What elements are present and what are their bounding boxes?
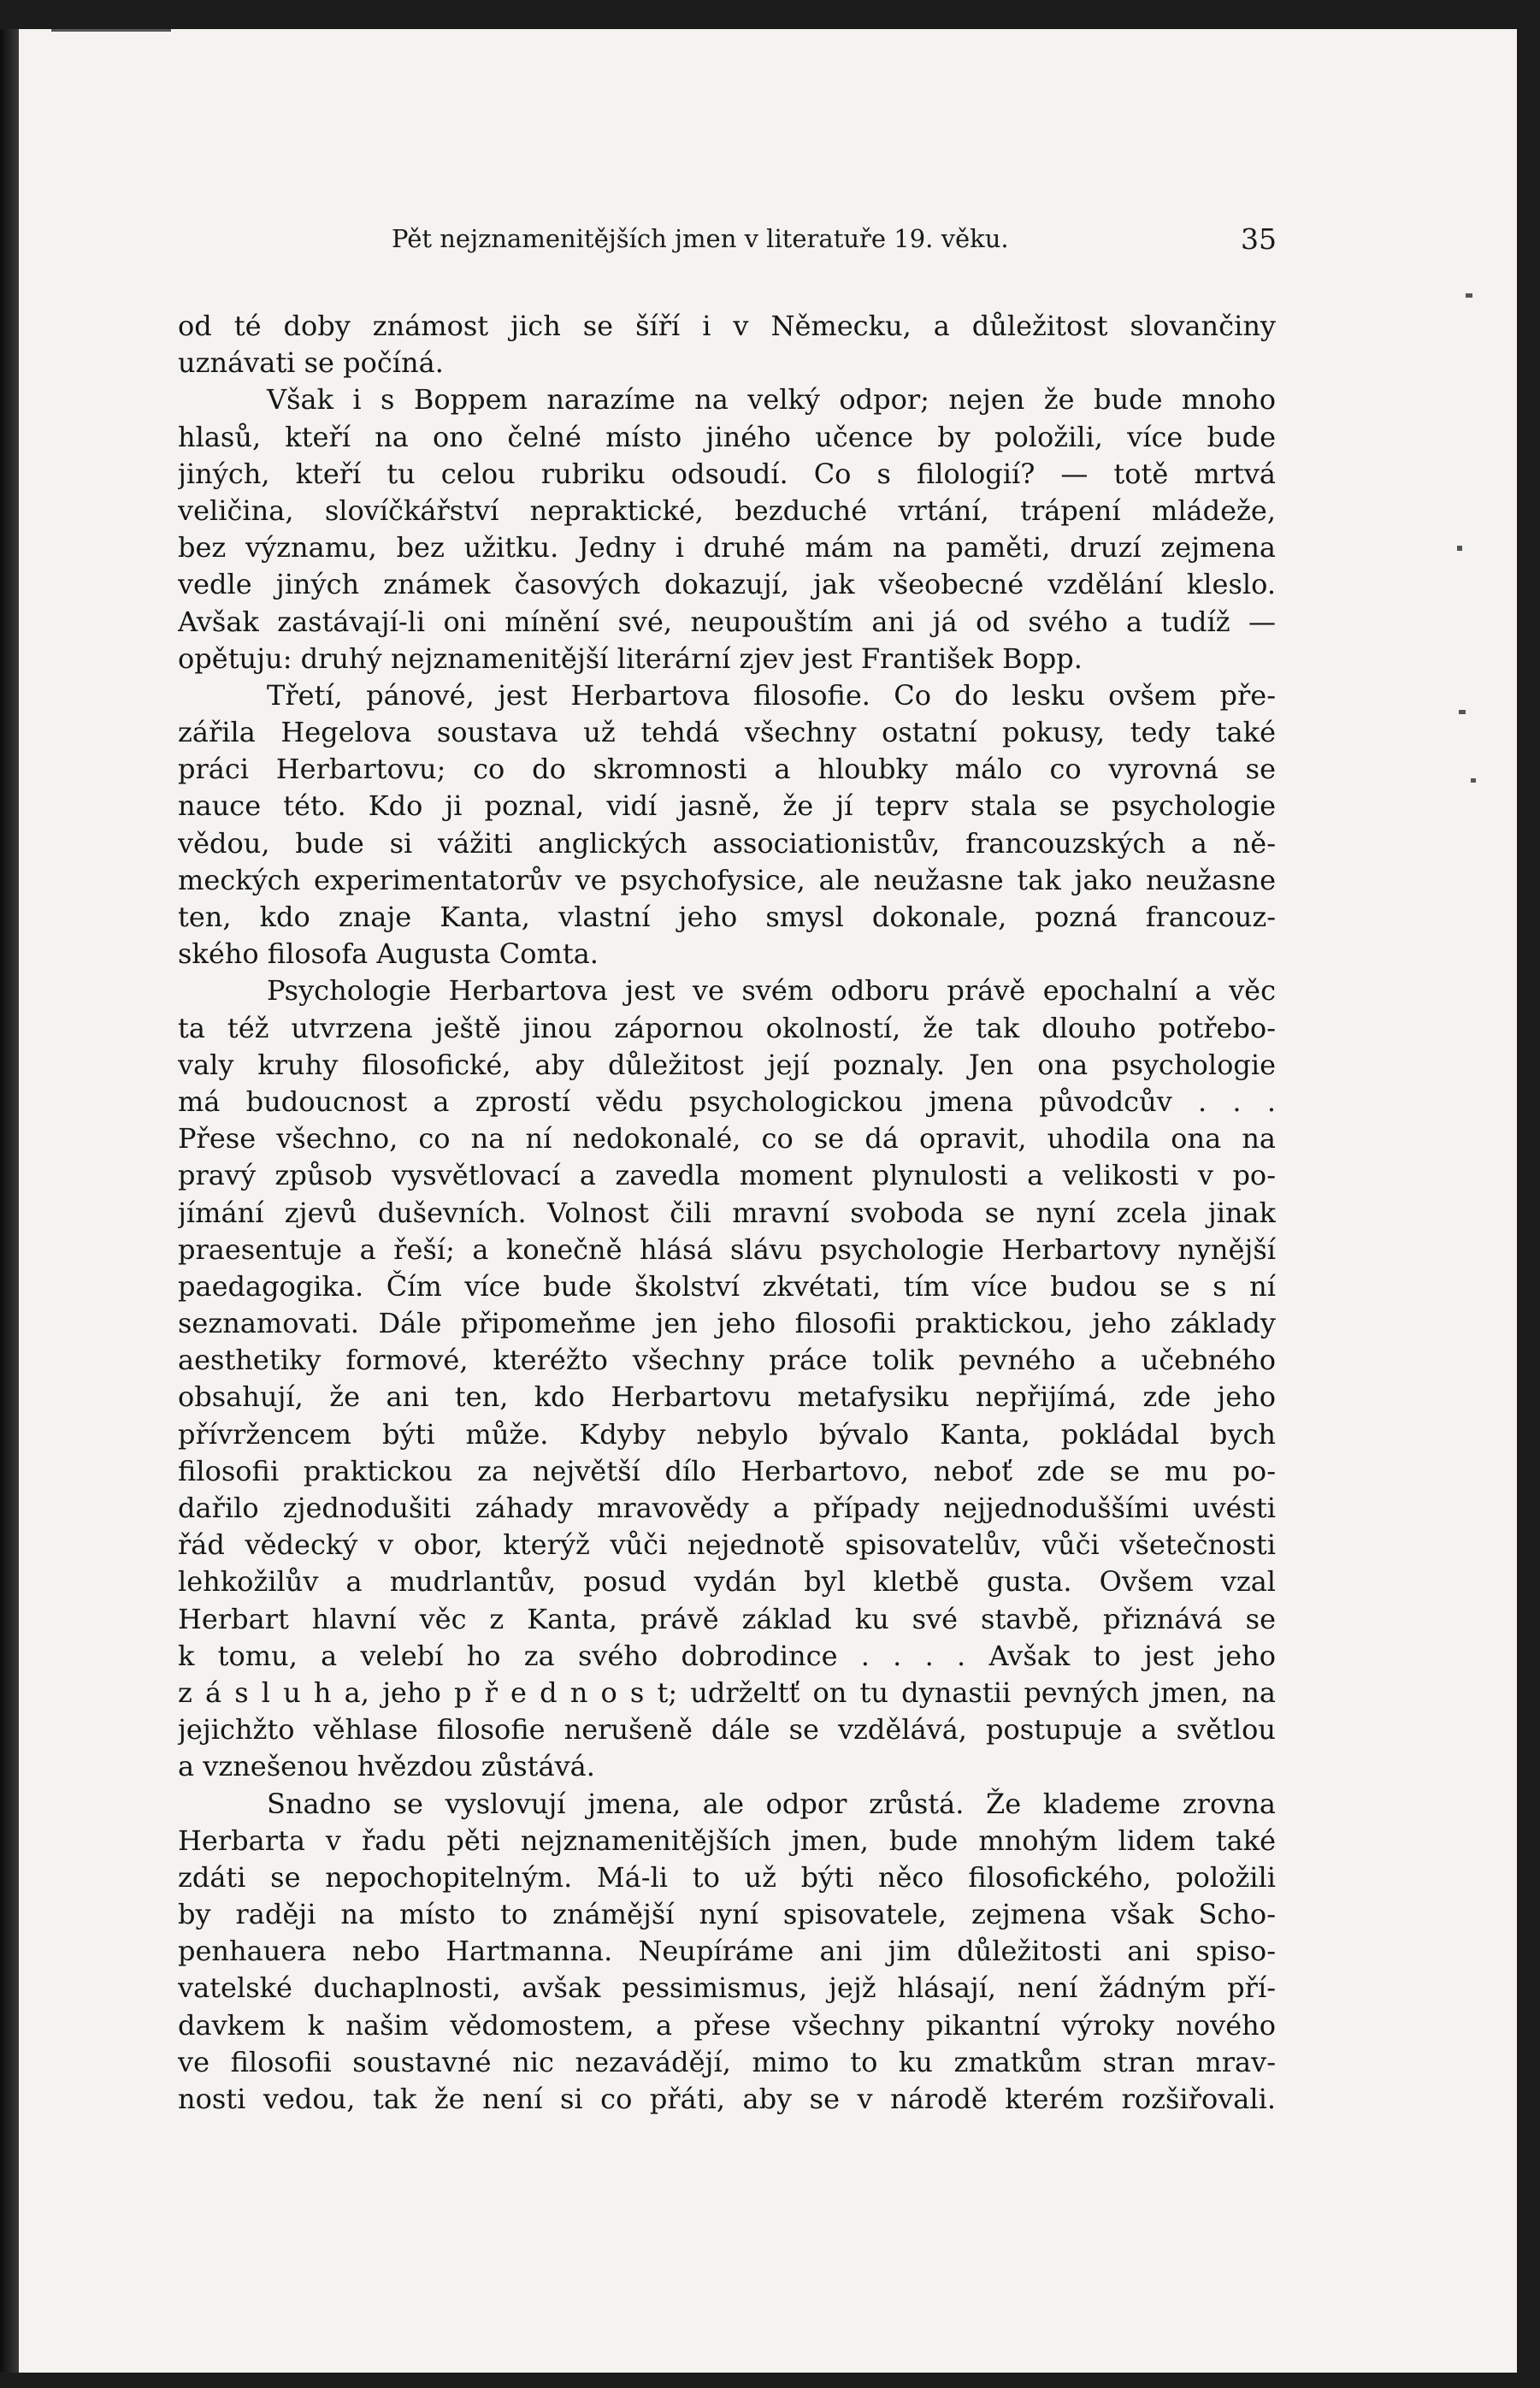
text-line: obsahují, že ani ten, kdo Herbartovu metafysiku nepřijímá, zde jeho [178, 1380, 1276, 1414]
text-line: Herbarta v řadu pěti nejznamenitějších jmen, bude mnohým lidem také [178, 1824, 1276, 1857]
text-line: davkem k našim vědomostem, a přese všechny pikantní výroky nového [178, 2008, 1276, 2042]
text-line: zdáti se nepochopitelným. Má-li to už býti něco filosofického, položili [178, 1860, 1276, 1894]
text-line: bez významu, bez užitku. Jedny i druhé mám na paměti, druzí zejmena [178, 531, 1276, 564]
text-line: Psychologie Herbartova jest ve svém odboru právě epochalní a věc [267, 974, 1276, 1008]
text-line: Avšak zastávají-li oni mínění své, neupouštím ani já od svého a tudíž — [178, 605, 1276, 638]
text-line: jímání zjevů duševních. Volnost čili mravní svoboda se nyní zcela jinak [178, 1196, 1276, 1229]
text-line: valy kruhy filosofické, aby důležitost její poznaly. Jen ona psychologie [178, 1048, 1276, 1081]
text-line: k tomu, a velebí ho za svého dobrodince . . . . Avšak to jest jeho [178, 1639, 1276, 1672]
text-line: nauce této. Kdo ji poznal, vidí jasně, že jí teprv stala se psychologie [178, 789, 1276, 823]
text-line: aesthetiky formové, kteréžto všechny práce tolik pevného a učebného [178, 1344, 1276, 1377]
text-line: jiných, kteří tu celou rubriku odsoudí. Co s filologií? — totě mrtvá [178, 457, 1276, 490]
text-line: penhauera nebo Hartmanna. Neupíráme ani jim důležitosti ani spiso- [178, 1935, 1276, 1968]
text-line: by raději na místo to známější nyní spisovatele, zejmena však Scho- [178, 1898, 1276, 1931]
body-text [178, 308, 1276, 2118]
text-line: přívržencem býti může. Kdyby nebylo bývalo Kanta, pokládal bych [178, 1417, 1276, 1451]
text-line: vatelské duchaplnosti, avšak pessimismus, jejž hlásají, není žádným pří- [178, 1971, 1276, 2005]
text-line: hlasů, kteří na ono čelné místo jiného učence by položili, více bude [178, 420, 1276, 453]
text-line: vědou, bude si vážiti anglických associationistův, francouzských a ně- [178, 826, 1276, 860]
text-line: paedagogika. Čím více bude školství zkvétati, tím více budou se s ní [178, 1269, 1276, 1303]
text-line: filosofii praktickou za největší dílo Herbartovo, neboť zde se mu po- [178, 1454, 1276, 1487]
text-line: Snadno se vyslovují jmena, ale odpor zrůstá. Že klademe zrovna [267, 1787, 1276, 1820]
text-line: praesentuje a řeší; a konečně hlásá slávu psychologie Herbartovy nynější [178, 1232, 1276, 1266]
page-header [392, 224, 1277, 258]
text-line: ta též utvrzena ještě jinou zápornou okolností, že tak dlouho potřebo- [178, 1011, 1276, 1044]
text-line: Přese všechno, co na ní nedokonalé, co se dá opravit, uhodila ona na [178, 1122, 1276, 1156]
text-line: dařilo zjednodušiti záhady mravovědy a případy nejjednoduššími uvésti [178, 1492, 1276, 1524]
scan-top-mark [51, 29, 171, 32]
scan-speck [1471, 778, 1476, 783]
text-line: Třetí, pánové, jest Herbartova filosofie. Co do lesku ovšem pře- [267, 678, 1276, 712]
text-line: ského filosofa Augusta Comta. [178, 937, 599, 971]
text-line: ve filosofii soustavné nic nezavádějí, mimo to ku zmatkům stran mrav- [178, 2045, 1276, 2078]
text-line: lehkožilův a mudrlantův, posud vydán byl kletbě gusta. Ovšem vzal [178, 1565, 1276, 1599]
text-line: řád vědecký v obor, kterýž vůči nejednotě spisovatelův, vůči všetečnosti [178, 1528, 1276, 1562]
text-line: a vznešenou hvězdou zůstává. [178, 1750, 595, 1783]
text-line: meckých experimentatorův ve psychofysice, ale neužasne tak jako neužasne [178, 863, 1276, 896]
text-line: Herbart hlavní věc z Kanta, právě základ ku své stavbě, přiznává se [178, 1602, 1276, 1635]
page-number: 35 [1241, 222, 1277, 256]
text-line: od té doby známost jich se šíří i v Německu, a důležitost slovančiny [178, 310, 1276, 342]
text-line: veličina, slovíčkářství nepraktické, bezduché vrtání, trápení mládeže, [178, 494, 1276, 527]
text-line: pravý způsob vysvětlovací a zavedla moment plynulosti a velikosti v po- [178, 1159, 1276, 1192]
text-line: uznávati se počíná. [178, 346, 444, 380]
text-line: má budoucnost a zprostí vědu psychologickou jmena původcův . . . [178, 1085, 1276, 1118]
scan-left-edge [0, 29, 19, 2373]
text-line: seznamovati. Dále připomeňme jen jeho filosofii praktickou, jeho základy [178, 1307, 1276, 1340]
text-line: opětuju: druhý nejznamenitější literární zjev jest František Bopp. [178, 641, 1083, 675]
text-line: práci Herbartovu; co do skromnosti a hloubky málo co vyrovná se [178, 753, 1276, 786]
scan-speck [1459, 710, 1466, 714]
text-line: nosti vedou, tak že není si co přáti, aby se v národě kterém rozšiřovali. [178, 2083, 1276, 2115]
text-line: jejichžto věhlase filosofie nerušeně dále se vzdělává, postupuje a světlou [178, 1713, 1276, 1747]
scan-speck [1457, 546, 1462, 551]
text-line: ten, kdo znaje Kanta, vlastní jeho smysl dokonale, pozná francouz- [178, 901, 1276, 933]
text-line: z á s l u h a, jeho p ř e d n o s t; udrželtť on tu dynastii pevných jmen, na [178, 1676, 1276, 1709]
text-line: zářila Hegelova soustava už tehdá všechny ostatní pokusy, tedy také [178, 716, 1276, 749]
running-head: Pět nejznamenitějších jmen v literatuře 19. věku. [392, 224, 1009, 253]
scan-speck [1466, 293, 1472, 298]
text-line: vedle jiných známek časových dokazují, jak všeobecné vzdělání kleslo. [178, 568, 1276, 601]
text-line: Však i s Boppem narazíme na velký odpor; nejen že bude mnoho [267, 383, 1276, 417]
